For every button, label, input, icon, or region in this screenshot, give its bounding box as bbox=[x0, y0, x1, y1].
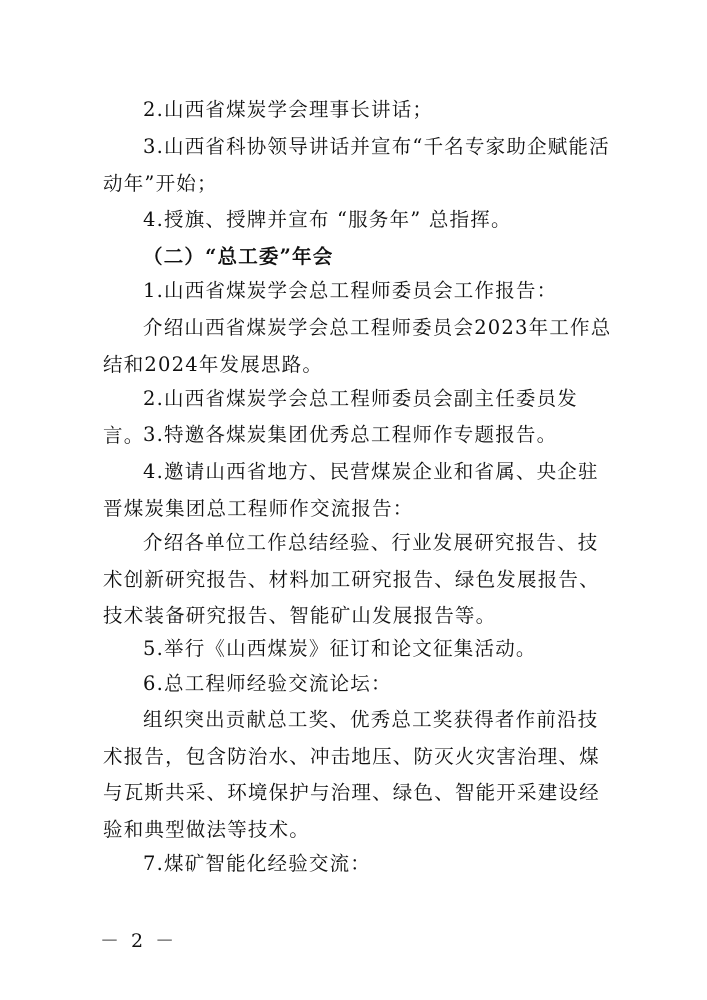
paragraph-13: 组织突出贡献总工奖、优秀总工奖获得者作前沿技术报告，包含防治水、冲击地压、防灭火灾害治理、煤与瓦斯共采、环境保护与治理、绿色、智能开采建设经验和典型做法等技术。 bbox=[103, 708, 600, 841]
paragraph-6: 介绍山西省煤炭学会总工程师委员会2023年工作总结和2024年发展思路。 bbox=[103, 316, 612, 376]
paragraph-1: 2.山西省煤炭学会理事长讲话； bbox=[143, 98, 434, 121]
paragraph-9: 4.邀请山西省地方、民营煤炭企业和省属、央企驻晋煤炭集团总工程师作交流报告： bbox=[103, 460, 599, 520]
paragraph-7: 2.山西省煤炭学会总工程师委员会副主任委员发言。 bbox=[103, 387, 579, 447]
paragraph-10: 介绍各单位工作总结经验、行业发展研究报告、技术创新研究报告、材料加工研究报告、绿色发展报告、技术装备研究报告、智能矿山发展报告等。 bbox=[103, 531, 600, 627]
paragraph-14: 7.煤矿智能化经验交流： bbox=[143, 852, 372, 875]
paragraph-3: 4.授旗、授牌并宣布 “服务年” 总指挥。 bbox=[143, 208, 512, 231]
paragraph-8: 3.特邀各煤炭集团优秀总工程师作专题报告。 bbox=[143, 423, 558, 446]
paragraph-11: 5.举行《山西煤炭》征订和论文征集活动。 bbox=[143, 637, 537, 660]
paragraph-12: 6.总工程师经验交流论坛： bbox=[143, 672, 392, 695]
paragraph-2: 3.山西省科协领导讲话并宣布“千名专家助企赋能活动年”开始； bbox=[103, 135, 610, 195]
page-number: － 2 － bbox=[100, 930, 178, 952]
paragraph-5: 1.山西省煤炭学会总工程师委员会工作报告： bbox=[143, 279, 558, 302]
section-heading: （二）“总工委”年会 bbox=[143, 245, 334, 268]
